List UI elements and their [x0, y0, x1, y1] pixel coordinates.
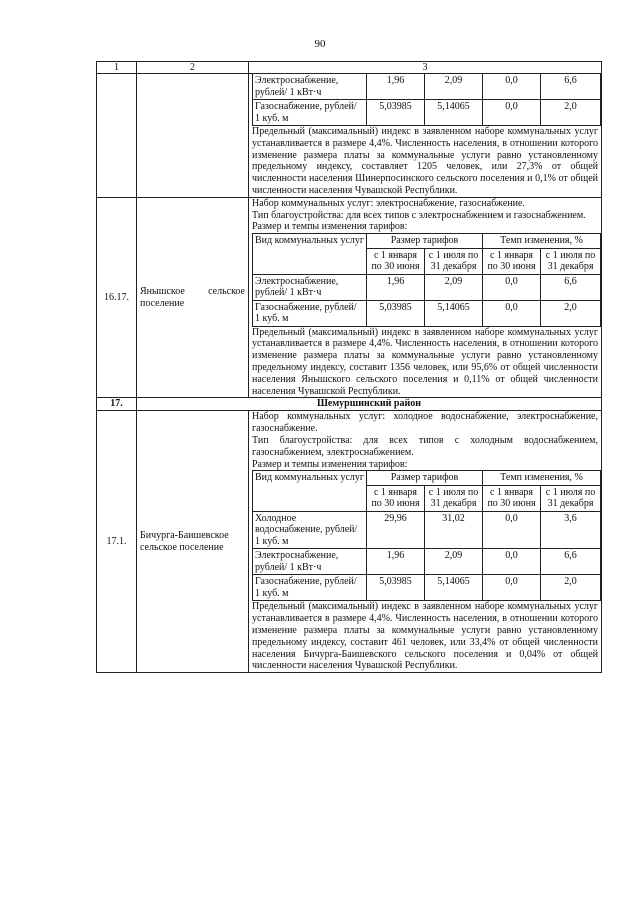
column-header-row	[97, 62, 602, 74]
page-number: 90	[314, 38, 326, 50]
tariff-value: 29,96	[367, 511, 425, 549]
tariff-subtable	[252, 74, 601, 126]
header-kind: Вид коммунальных услуг	[253, 471, 367, 512]
row-number: 17.1.	[97, 411, 137, 673]
rate-value: 0,0	[483, 300, 541, 326]
tariff-value: 31,02	[425, 511, 483, 549]
block-content	[249, 197, 602, 398]
header-jul: с 1 июля по 31 декабря	[425, 248, 483, 274]
improvement-type: Тип благоустройства: для всех типов с холодным водоснабжением, газоснабжением, электроснабжением.	[252, 435, 598, 458]
service-name: Газоснабжение, рублей/ 1 куб. м	[253, 575, 367, 601]
tariff-table	[96, 61, 602, 673]
tariff-row	[253, 74, 601, 100]
rate-value: 2,0	[541, 100, 601, 126]
header-rate: Темп изменения, %	[483, 471, 601, 486]
tariff-value: 5,03985	[367, 100, 425, 126]
header-size: Размер тарифов	[367, 234, 483, 249]
tariff-value: 2,09	[425, 74, 483, 100]
region-name: Шемуршинский район	[137, 398, 602, 411]
service-name: Газоснабжение, рублей/ 1 куб. м	[253, 100, 367, 126]
column-header: 2	[137, 62, 249, 74]
tariff-value: 2,09	[425, 549, 483, 575]
rate-value: 2,0	[541, 300, 601, 326]
tariff-row	[253, 300, 601, 326]
column-header: 1	[97, 62, 137, 74]
tariff-value: 2,09	[425, 274, 483, 300]
row-number: 16.17.	[97, 197, 137, 398]
tariff-row	[253, 549, 601, 575]
block-content	[249, 74, 602, 198]
tariff-value: 5,14065	[425, 300, 483, 326]
header-kind: Вид коммунальных услуг	[253, 234, 367, 275]
header-jul: с 1 июля по 31 декабря	[425, 485, 483, 511]
index-note: Предельный (максимальный) индекс в заявленном наборе коммунальных услуг устанавливается в размере 4,4%. Численность населения, в отношении которого изменение размера платы за коммунальные услуги равно установленному предельному индексу, составит 461 человек, или 33,4% от общей численности населения Бичурга-Баишевского сельского поселения и 0,04% от общей численности населения Чувашской Республики.	[252, 601, 598, 672]
index-note: Предельный (максимальный) индекс в заявленном наборе коммунальных услуг устанавливается в размере 4,4%. Численность населения, в отношении которого изменение размера платы за коммунальные услуги равно установленному предельному индексу, составит 1356 человек, или 95,6% от общей численности населения Янышского сельского поселения и 0,11% от общей численности населения Чувашской Республики.	[252, 326, 598, 397]
service-name: Электроснабжение, рублей/ 1 кВт·ч	[253, 274, 367, 300]
service-name: Холодное водоснабжение, рублей/ 1 куб. м	[253, 511, 367, 549]
rate-value: 0,0	[483, 74, 541, 100]
tariff-row	[253, 511, 601, 549]
tariff-value: 1,96	[367, 74, 425, 100]
region-row	[97, 398, 602, 411]
table-row	[97, 411, 602, 673]
tariff-value: 5,03985	[367, 300, 425, 326]
services-set: Набор коммунальных услуг: холодное водоснабжение, электроснабжение, газоснабжение.	[252, 411, 598, 435]
tariff-value: 1,96	[367, 549, 425, 575]
rate-value: 0,0	[483, 100, 541, 126]
rate-value: 0,0	[483, 575, 541, 601]
rate-value: 0,0	[483, 274, 541, 300]
service-name: Газоснабжение, рублей/ 1 куб. м	[253, 300, 367, 326]
tariff-size-label: Размер и темпы изменения тарифов:	[252, 458, 408, 470]
tariff-value: 5,14065	[425, 100, 483, 126]
header-rate: Темп изменения, %	[483, 234, 601, 249]
index-note: Предельный (максимальный) индекс в заявленном наборе коммунальных услуг устанавливается в размере 4,4%. Численность населения, в отношении которого изменение размера платы за коммунальные услуги равно установленному предельному индексу, составляет 1205 человек, или 27,3% от общей численности населения Шинерпосинского сельского поселения и 0,1% от общей численности населения Чувашской Республики.	[252, 126, 598, 196]
settlement-name: Янышское сельское поселение	[137, 197, 249, 398]
header-jul: с 1 июля по 31 декабря	[541, 485, 601, 511]
header-jan: с 1 января по 30 июня	[367, 485, 425, 511]
block-content	[249, 411, 602, 673]
tariff-value: 5,14065	[425, 575, 483, 601]
rate-value: 6,6	[541, 274, 601, 300]
header-size: Размер тарифов	[367, 471, 483, 486]
tariff-value: 5,03985	[367, 575, 425, 601]
tariff-subtable	[252, 233, 601, 327]
rate-value: 6,6	[541, 549, 601, 575]
tariff-subtable	[252, 470, 601, 601]
region-number: 17.	[97, 398, 137, 411]
column-header: 3	[249, 62, 602, 74]
table-row	[97, 74, 602, 198]
header-jan: с 1 января по 30 июня	[367, 248, 425, 274]
tariff-size-label: Размер и темпы изменения тарифов:	[252, 221, 408, 233]
improvement-type: Тип благоустройства: для всех типов с электроснабжением и газоснабжением.	[252, 209, 586, 221]
rate-value: 2,0	[541, 575, 601, 601]
rate-value: 0,0	[483, 549, 541, 575]
services-set: Набор коммунальных услуг: электроснабжение, газоснабжение.	[252, 197, 525, 209]
header-jan: с 1 января по 30 июня	[483, 485, 541, 511]
tariff-row	[253, 274, 601, 300]
service-name: Электроснабжение, рублей/ 1 кВт·ч	[253, 74, 367, 100]
tariff-row	[253, 575, 601, 601]
header-jul: с 1 июля по 31 декабря	[541, 248, 601, 274]
table-row	[97, 197, 602, 398]
rate-value: 0,0	[483, 511, 541, 549]
rate-value: 6,6	[541, 74, 601, 100]
header-jan: с 1 января по 30 июня	[483, 248, 541, 274]
tariff-value: 1,96	[367, 274, 425, 300]
tariff-row	[253, 100, 601, 126]
rate-value: 3,6	[541, 511, 601, 549]
service-name: Электроснабжение, рублей/ 1 кВт·ч	[253, 549, 367, 575]
settlement-name: Бичурга-Баишевское сельское поселение	[137, 411, 249, 673]
